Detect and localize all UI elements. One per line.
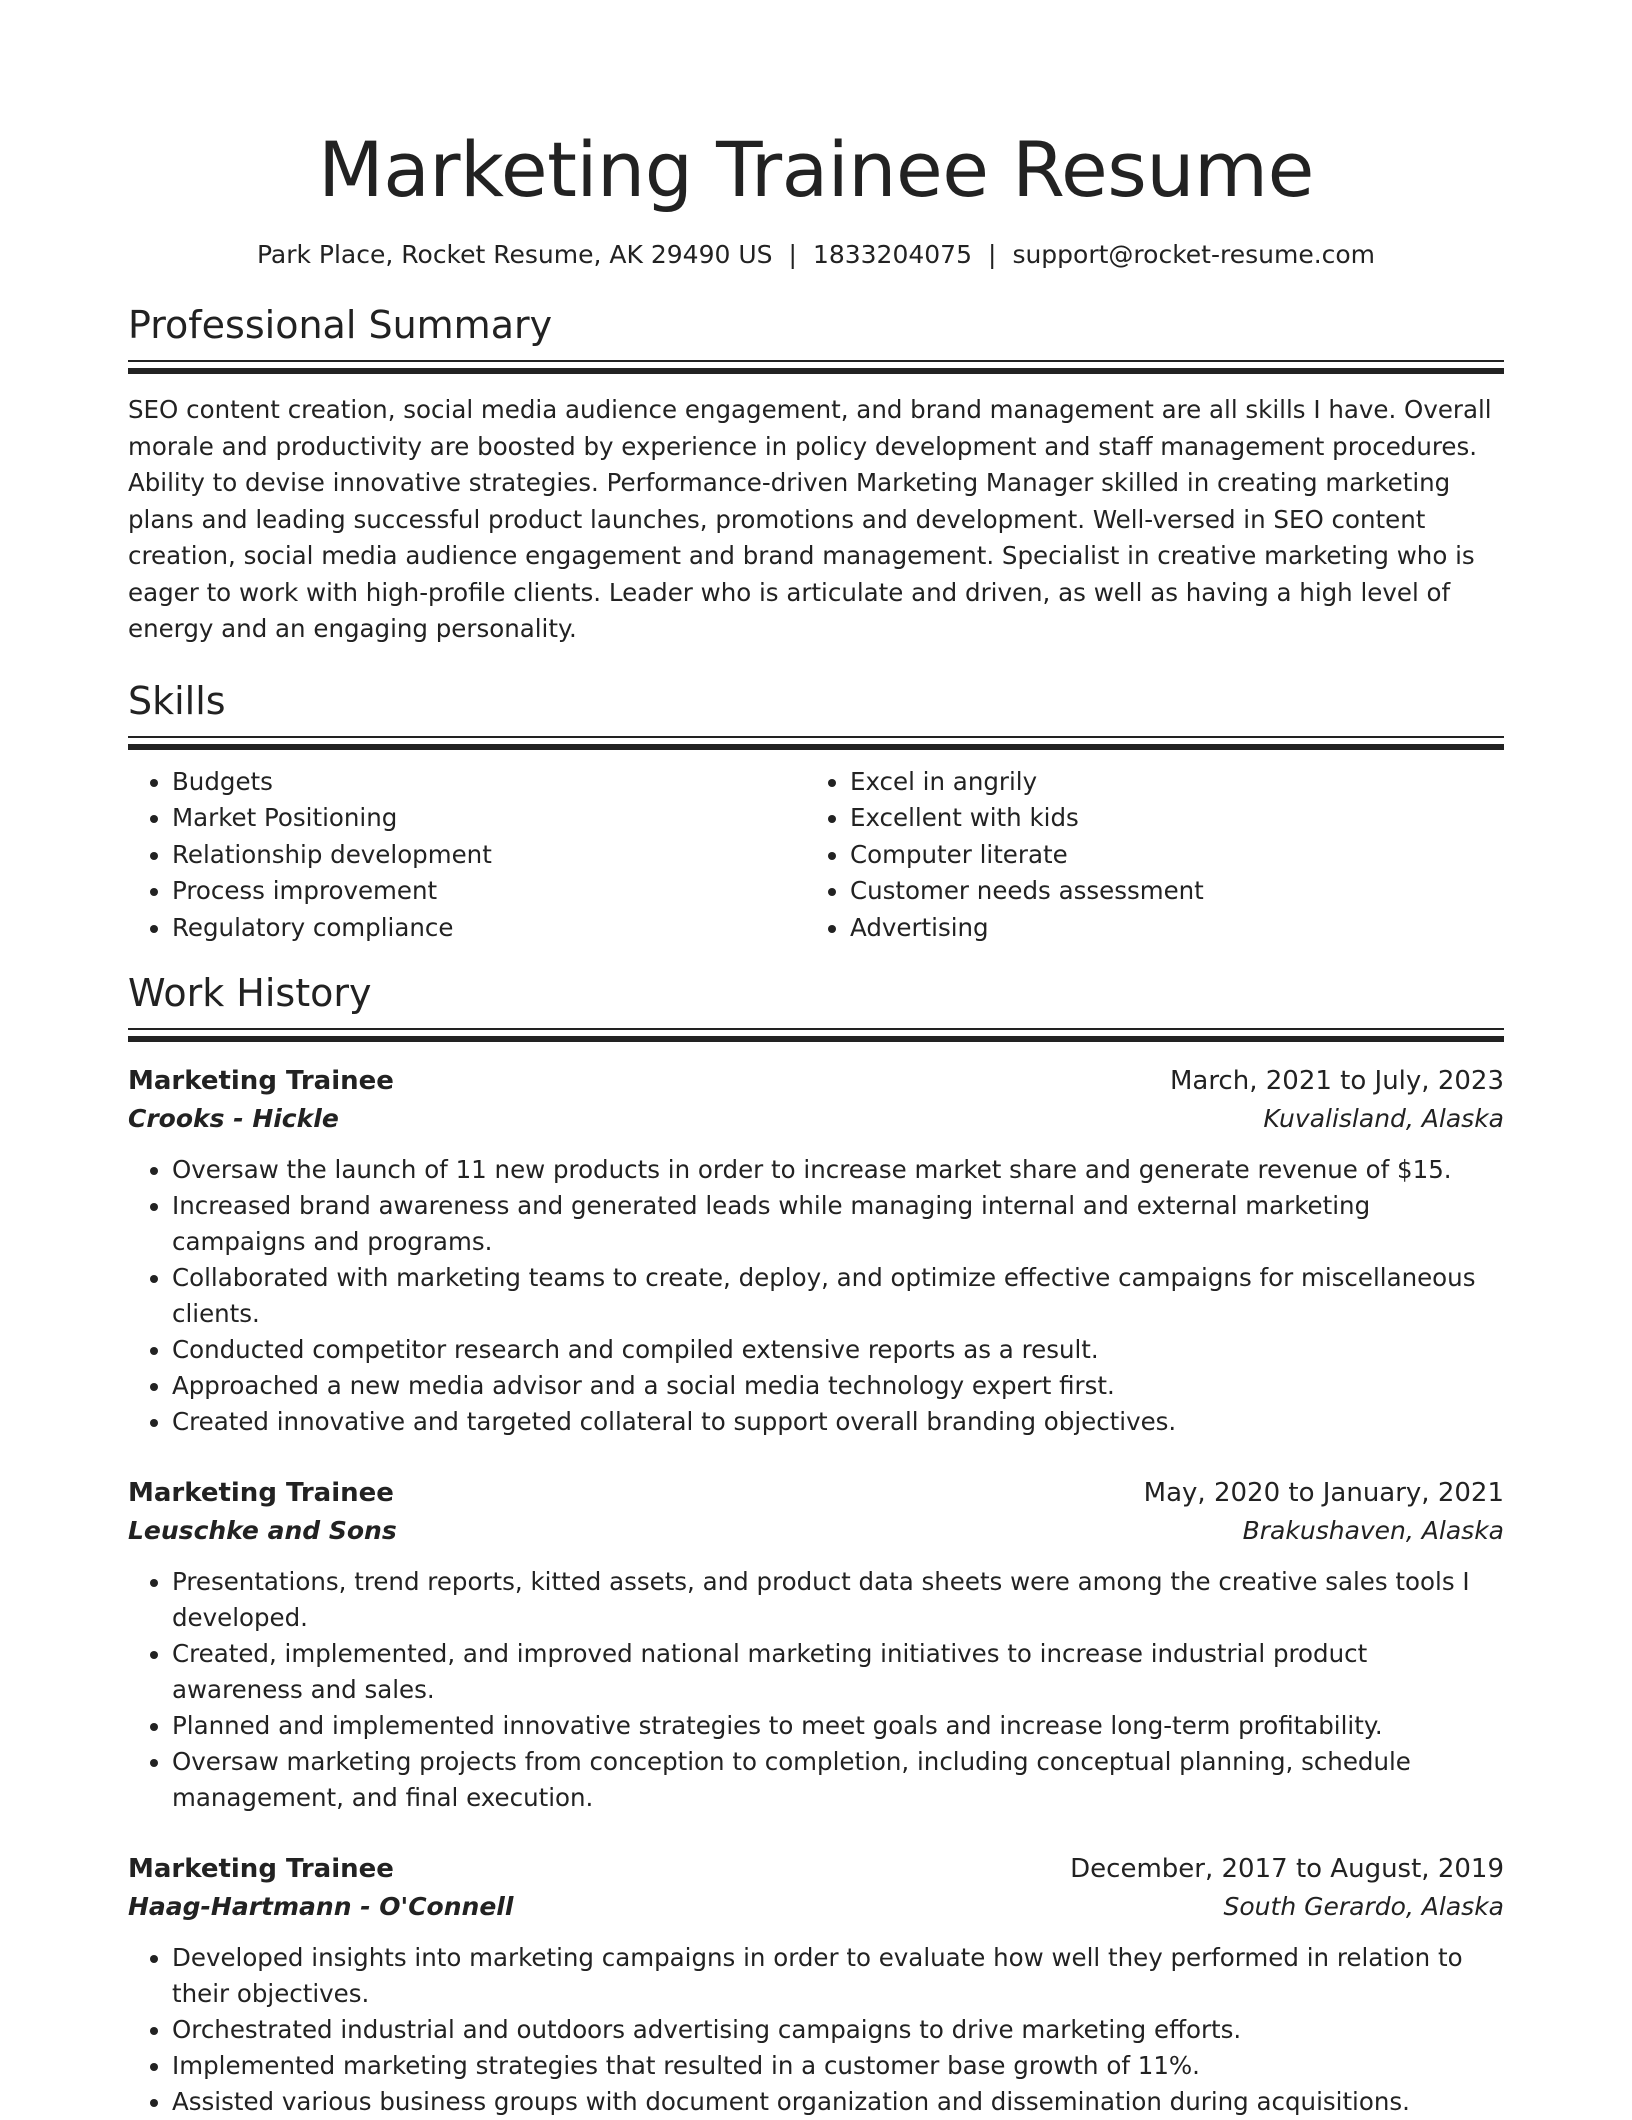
job-dates: December, 2017 to August, 2019 [1070,1854,1504,1884]
section-heading-work-history: Work History [128,971,372,1015]
job-dates: March, 2021 to July, 2023 [1169,1066,1504,1096]
job-bullet: • Approached a new media advisor and a social media technology expert first. [172,1368,1504,1404]
skills-column-right [806,764,1484,947]
skills-column-left [128,764,806,947]
section-skills [128,678,1504,947]
skill-item: • Excellent with kids [850,800,1484,837]
job-company: Crooks - Hickle [128,1104,339,1133]
contact-phone: 1833204075 [812,240,972,269]
skill-item: • Regulatory compliance [172,910,806,947]
job-location: Kuvalisland, Alaska [1263,1104,1504,1133]
job-title: Marketing Trainee [128,1478,394,1508]
resume-page [128,0,1504,2120]
job-entry [128,1062,1504,1440]
job-company: Leuschke and Sons [128,1516,397,1545]
job-bullet: • Oversaw marketing projects from conception to completion, including conceptual planning, schedule management, and final execution. [172,1744,1504,1816]
job-bullet: • Oversaw the launch of 11 new products in order to increase market share and generate revenue of $15. [172,1152,1504,1188]
section-divider [128,360,1504,362]
section-divider [128,736,1504,738]
job-bullet: • Created, implemented, and improved national marketing initiatives to increase industrial product awareness and sales. [172,1636,1504,1708]
job-title: Marketing Trainee [128,1854,394,1884]
job-bullet: • Presentations, trend reports, kitted assets, and product data sheets were among the creative sales tools I developed. [172,1564,1504,1636]
job-bullet: • Created innovative and targeted collateral to support overall branding objectives. [172,1404,1504,1440]
skill-item: • Customer needs assessment [850,873,1484,910]
section-divider [128,1028,1504,1030]
job-bullets [128,1564,1504,1816]
job-entry [128,1850,1504,2120]
section-work-history [128,970,1504,2120]
skill-item: • Computer literate [850,837,1484,874]
contact-separator: | [988,240,997,269]
section-professional-summary [128,302,1504,648]
contact-separator: | [788,240,797,269]
contact-email: support@rocket-resume.com [1012,240,1376,269]
skill-item: • Market Positioning [172,800,806,837]
skill-item: • Advertising [850,910,1484,947]
section-heading-summary: Professional Summary [128,303,553,347]
section-heading-skills: Skills [128,678,226,723]
job-bullet: • Planned and implemented innovative strategies to meet goals and increase long-term profitability. [172,1708,1504,1744]
job-bullet: • Assisted various business groups with document organization and dissemination during acquisitions. [172,2084,1504,2120]
job-title: Marketing Trainee [128,1066,394,1096]
job-bullet: • Conducted competitor research and compiled extensive reports as a result. [172,1332,1504,1368]
skill-item: • Excel in angrily [850,764,1484,801]
job-bullet: • Orchestrated industrial and outdoors advertising campaigns to drive marketing efforts. [172,2012,1504,2048]
job-bullet: • Collaborated with marketing teams to create, deploy, and optimize effective campaigns for miscellaneous clients. [172,1260,1504,1332]
job-location: Brakushaven, Alaska [1242,1516,1504,1545]
job-dates: May, 2020 to January, 2021 [1143,1478,1504,1508]
summary-text: SEO content creation, social media audience engagement, and brand management are all skills I have. Overall morale and productivity are boosted by experience in policy development and staff management procedures. Ability to devise innovative strategies. Performance-driven Marketing Manager skilled in creating marketing plans and leading successful product launches, promotions and development. Well-versed in SEO content creation, social media audience engagement and brand management. Specialist in creative marketing who is eager to work with high-profile clients. Leader who is articulate and driven, as well as having a high level of energy and an engaging personality. [128,395,1492,643]
job-bullets [128,1152,1504,1440]
job-bullets [128,1940,1504,2120]
job-company: Haag-Hartmann - O'Connell [128,1892,514,1921]
job-bullet: • Developed insights into marketing campaigns in order to evaluate how well they performed in relation to their objectives. [172,1940,1504,2012]
skill-item: • Budgets [172,764,806,801]
job-entry [128,1474,1504,1816]
job-bullet: • Implemented marketing strategies that resulted in a customer base growth of 11%. [172,2048,1504,2084]
skill-item: • Relationship development [172,837,806,874]
skill-item: • Process improvement [172,873,806,910]
contact-address: Park Place, Rocket Resume, AK 29490 US [256,240,773,269]
resume-title: Marketing Trainee Resume [318,125,1314,214]
job-bullet: • Increased brand awareness and generated leads while managing internal and external marketing campaigns and programs. [172,1188,1504,1260]
job-location: South Gerardo, Alaska [1223,1892,1504,1921]
skills-list [128,764,1504,947]
contact-line [128,238,1504,272]
